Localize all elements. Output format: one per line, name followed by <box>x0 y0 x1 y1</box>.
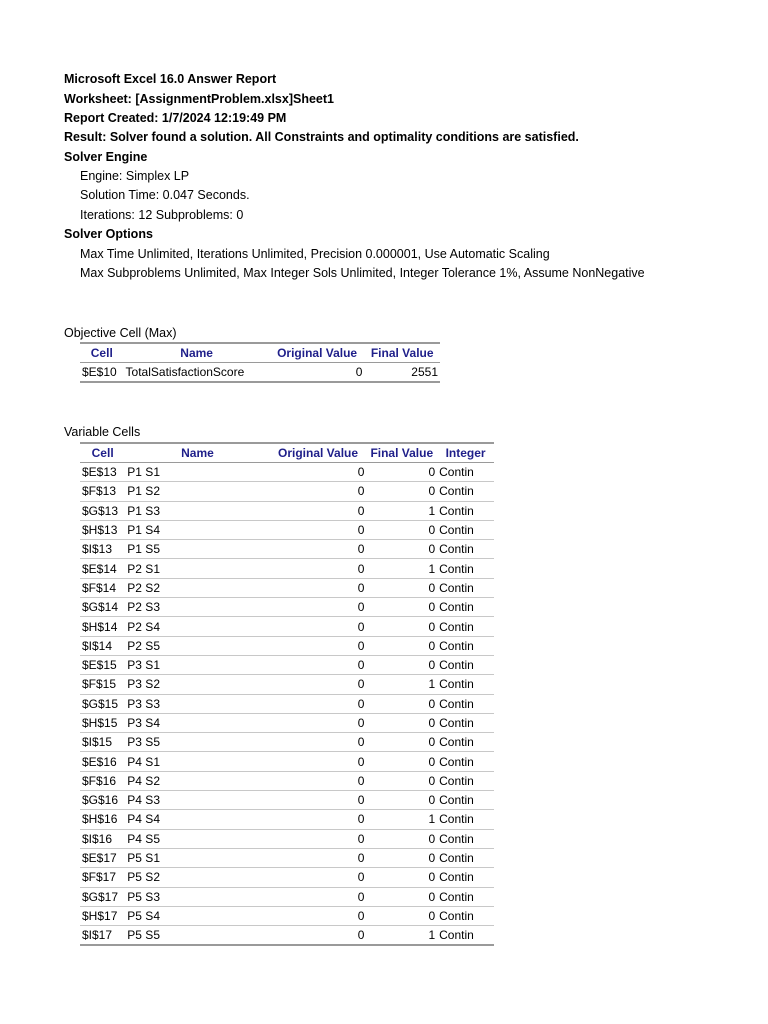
cell-ref: $E$14 <box>80 559 125 578</box>
final-value: 0 <box>366 791 437 810</box>
integer-type: Contin <box>437 520 494 539</box>
cell-ref: $I$14 <box>80 636 125 655</box>
integer-type: Contin <box>437 578 494 597</box>
original-value: 0 <box>270 713 367 732</box>
cell-name: P4 S5 <box>125 829 269 848</box>
final-value: 0 <box>366 520 437 539</box>
table-row <box>80 578 494 597</box>
integer-type: Contin <box>437 655 494 674</box>
final-value: 2551 <box>364 363 440 383</box>
final-value: 0 <box>366 694 437 713</box>
table-row <box>80 617 494 636</box>
objective-table <box>80 342 440 383</box>
integer-type: Contin <box>437 598 494 617</box>
final-value: 0 <box>366 906 437 925</box>
original-value: 0 <box>270 482 367 501</box>
cell-ref: $F$13 <box>80 482 125 501</box>
original-value: 0 <box>270 752 367 771</box>
integer-type: Contin <box>437 501 494 520</box>
integer-type: Contin <box>437 694 494 713</box>
col-header-final: Final Value <box>366 443 437 463</box>
original-value: 0 <box>270 540 367 559</box>
final-value: 0 <box>366 713 437 732</box>
engine-line: Engine: Simplex LP <box>80 169 190 183</box>
original-value: 0 <box>270 598 367 617</box>
cell-name: P4 S1 <box>125 752 269 771</box>
options-line-2: Max Subproblems Unlimited, Max Integer Sols Unlimited, Integer Tolerance 1%, Assume NonNegative <box>80 266 645 280</box>
cell-name: P5 S5 <box>125 926 269 946</box>
final-value: 1 <box>366 559 437 578</box>
integer-type: Contin <box>437 868 494 887</box>
cell-ref: $I$13 <box>80 540 125 559</box>
cell-ref: $E$15 <box>80 655 125 674</box>
objective-caption: Objective Cell (Max) <box>64 326 177 340</box>
cell-ref: $I$16 <box>80 829 125 848</box>
original-value: 0 <box>270 810 367 829</box>
table-row <box>80 906 494 925</box>
integer-type: Contin <box>437 791 494 810</box>
final-value: 0 <box>366 829 437 848</box>
variable-cells-table <box>80 442 494 946</box>
table-row <box>80 733 494 752</box>
cell-name: P1 S4 <box>125 520 269 539</box>
original-value: 0 <box>270 578 367 597</box>
col-header-original: Original Value <box>270 443 367 463</box>
cell-name: P2 S2 <box>125 578 269 597</box>
table-row <box>80 810 494 829</box>
cell-ref: $G$15 <box>80 694 125 713</box>
cell-name: P3 S2 <box>125 675 269 694</box>
cell-name: P2 S5 <box>125 636 269 655</box>
cell-name: P1 S2 <box>125 482 269 501</box>
original-value: 0 <box>270 463 367 482</box>
integer-type: Contin <box>437 482 494 501</box>
cell-ref: $E$10 <box>80 363 124 383</box>
cell-name: P5 S2 <box>125 868 269 887</box>
original-value: 0 <box>270 926 367 946</box>
col-header-original: Original Value <box>270 343 365 363</box>
original-value: 0 <box>270 655 367 674</box>
table-row <box>80 559 494 578</box>
integer-type: Contin <box>437 713 494 732</box>
table-row <box>80 520 494 539</box>
final-value: 0 <box>366 655 437 674</box>
cell-ref: $I$15 <box>80 733 125 752</box>
table-row <box>80 636 494 655</box>
integer-type: Contin <box>437 617 494 636</box>
table-row <box>80 791 494 810</box>
table-row <box>80 655 494 674</box>
original-value: 0 <box>270 906 367 925</box>
final-value: 0 <box>366 771 437 790</box>
cell-ref: $H$16 <box>80 810 125 829</box>
original-value: 0 <box>270 636 367 655</box>
integer-type: Contin <box>437 733 494 752</box>
cell-name: P1 S3 <box>125 501 269 520</box>
table-row <box>80 598 494 617</box>
original-value: 0 <box>270 363 365 383</box>
cell-name: P3 S1 <box>125 655 269 674</box>
report-created-line: Report Created: 1/7/2024 12:19:49 PM <box>64 111 287 125</box>
integer-type: Contin <box>437 771 494 790</box>
cell-ref: $F$17 <box>80 868 125 887</box>
cell-ref: $G$16 <box>80 791 125 810</box>
options-line-1: Max Time Unlimited, Iterations Unlimited, Precision 0.000001, Use Automatic Scaling <box>80 247 550 261</box>
iterations-line: Iterations: 12 Subproblems: 0 <box>80 208 244 222</box>
col-header-name: Name <box>124 343 270 363</box>
table-row <box>80 482 494 501</box>
cell-ref: $E$13 <box>80 463 125 482</box>
final-value: 0 <box>366 848 437 867</box>
final-value: 0 <box>366 887 437 906</box>
integer-type: Contin <box>437 810 494 829</box>
integer-type: Contin <box>437 887 494 906</box>
cell-name: P5 S3 <box>125 887 269 906</box>
original-value: 0 <box>270 675 367 694</box>
table-row <box>80 501 494 520</box>
worksheet-line: Worksheet: [AssignmentProblem.xlsx]Sheet1 <box>64 92 334 106</box>
cell-name: P4 S2 <box>125 771 269 790</box>
col-header-integer: Integer <box>437 443 494 463</box>
cell-ref: $F$15 <box>80 675 125 694</box>
objective-row <box>80 363 440 383</box>
integer-type: Contin <box>437 463 494 482</box>
original-value: 0 <box>270 617 367 636</box>
solver-options-heading: Solver Options <box>64 227 153 241</box>
integer-type: Contin <box>437 848 494 867</box>
original-value: 0 <box>270 501 367 520</box>
final-value: 1 <box>366 926 437 946</box>
original-value: 0 <box>270 829 367 848</box>
cell-name: P1 S5 <box>125 540 269 559</box>
final-value: 0 <box>366 868 437 887</box>
cell-name: P2 S3 <box>125 598 269 617</box>
variables-header-row <box>80 443 494 463</box>
cell-ref: $H$14 <box>80 617 125 636</box>
final-value: 0 <box>366 752 437 771</box>
cell-name: P5 S4 <box>125 906 269 925</box>
final-value: 0 <box>366 482 437 501</box>
table-row <box>80 694 494 713</box>
final-value: 1 <box>366 675 437 694</box>
final-value: 0 <box>366 463 437 482</box>
original-value: 0 <box>270 520 367 539</box>
cell-name: P3 S5 <box>125 733 269 752</box>
cell-name: P2 S4 <box>125 617 269 636</box>
table-row <box>80 752 494 771</box>
cell-ref: $G$13 <box>80 501 125 520</box>
final-value: 0 <box>366 598 437 617</box>
col-header-final: Final Value <box>364 343 440 363</box>
integer-type: Contin <box>437 559 494 578</box>
final-value: 0 <box>366 733 437 752</box>
cell-ref: $I$17 <box>80 926 125 946</box>
variable-cells-caption: Variable Cells <box>64 425 141 439</box>
cell-name: P1 S1 <box>125 463 269 482</box>
final-value: 0 <box>366 636 437 655</box>
result-line: Result: Solver found a solution. All Constraints and optimality conditions are satisfied. <box>64 130 579 144</box>
cell-name: P3 S4 <box>125 713 269 732</box>
original-value: 0 <box>270 771 367 790</box>
col-header-cell: Cell <box>80 443 125 463</box>
original-value: 0 <box>270 694 367 713</box>
table-row <box>80 540 494 559</box>
integer-type: Contin <box>437 906 494 925</box>
original-value: 0 <box>270 559 367 578</box>
cell-name: TotalSatisfactionScore <box>124 363 270 383</box>
final-value: 0 <box>366 540 437 559</box>
table-row <box>80 771 494 790</box>
cell-ref: $H$17 <box>80 906 125 925</box>
cell-ref: $H$15 <box>80 713 125 732</box>
col-header-cell: Cell <box>80 343 124 363</box>
integer-type: Contin <box>437 829 494 848</box>
final-value: 0 <box>366 617 437 636</box>
integer-type: Contin <box>437 752 494 771</box>
table-row <box>80 887 494 906</box>
original-value: 0 <box>270 733 367 752</box>
original-value: 0 <box>270 887 367 906</box>
table-row <box>80 463 494 482</box>
integer-type: Contin <box>437 926 494 946</box>
cell-ref: $F$14 <box>80 578 125 597</box>
cell-name: P3 S3 <box>125 694 269 713</box>
cell-ref: $H$13 <box>80 520 125 539</box>
cell-ref: $E$17 <box>80 848 125 867</box>
solution-time-line: Solution Time: 0.047 Seconds. <box>80 188 250 202</box>
cell-name: P2 S1 <box>125 559 269 578</box>
integer-type: Contin <box>437 675 494 694</box>
table-row <box>80 713 494 732</box>
table-row <box>80 675 494 694</box>
integer-type: Contin <box>437 636 494 655</box>
cell-ref: $F$16 <box>80 771 125 790</box>
final-value: 1 <box>366 810 437 829</box>
cell-name: P4 S3 <box>125 791 269 810</box>
integer-type: Contin <box>437 540 494 559</box>
original-value: 0 <box>270 868 367 887</box>
cell-name: P4 S4 <box>125 810 269 829</box>
final-value: 1 <box>366 501 437 520</box>
table-row <box>80 926 494 946</box>
table-row <box>80 829 494 848</box>
cell-name: P5 S1 <box>125 848 269 867</box>
objective-header-row <box>80 343 440 363</box>
report-title: Microsoft Excel 16.0 Answer Report <box>64 72 277 86</box>
table-row <box>80 868 494 887</box>
cell-ref: $G$14 <box>80 598 125 617</box>
col-header-name: Name <box>125 443 269 463</box>
cell-ref: $G$17 <box>80 887 125 906</box>
solver-engine-heading: Solver Engine <box>64 150 148 164</box>
final-value: 0 <box>366 578 437 597</box>
table-row <box>80 848 494 867</box>
original-value: 0 <box>270 848 367 867</box>
original-value: 0 <box>270 791 367 810</box>
cell-ref: $E$16 <box>80 752 125 771</box>
